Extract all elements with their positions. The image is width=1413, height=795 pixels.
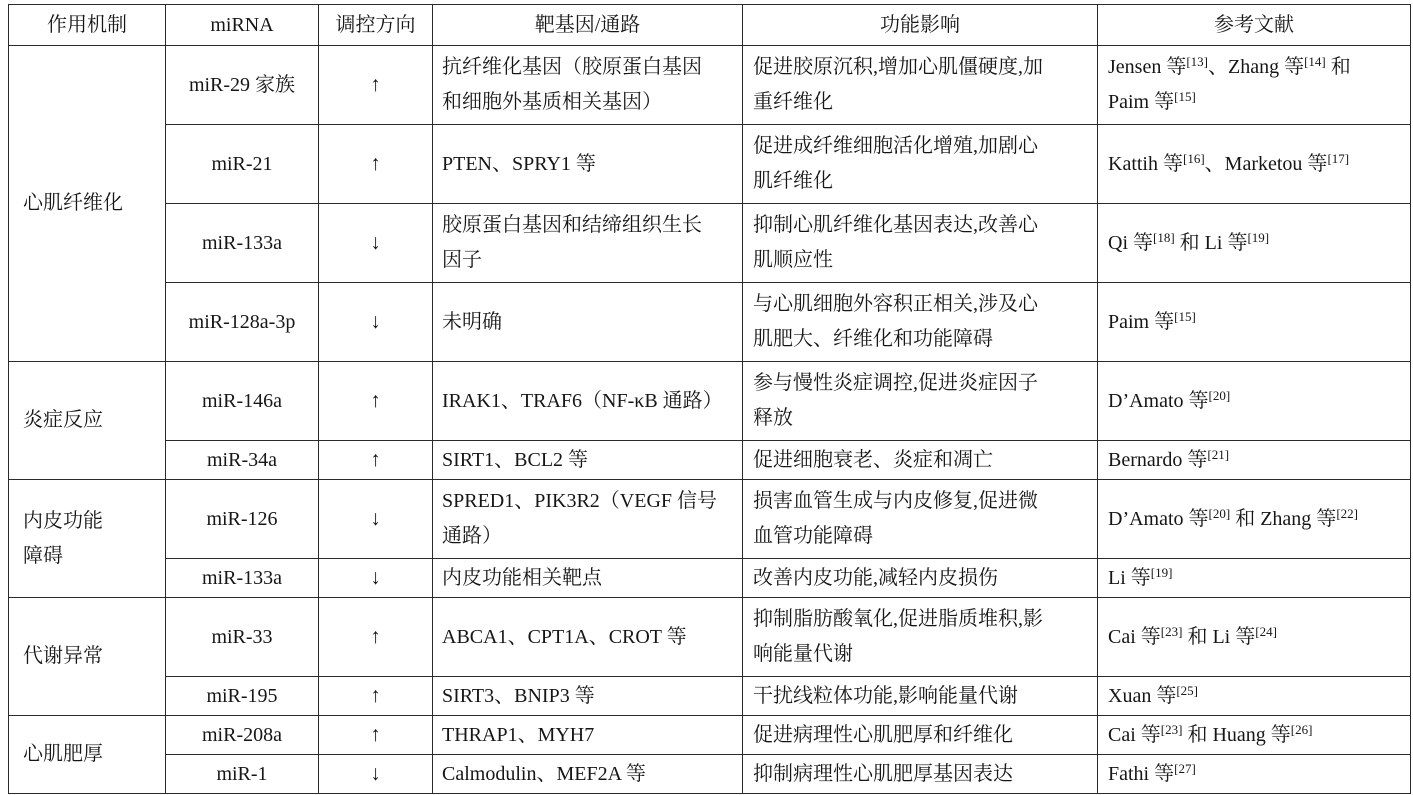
up-arrow-icon: ↑ — [370, 72, 381, 96]
mirna-cell: miR-208a — [166, 716, 319, 755]
effect-text-line: 损害血管生成与内皮修复,促进微 — [753, 490, 1038, 512]
references-cell — [1098, 125, 1411, 204]
citation-number: [15] — [1174, 89, 1196, 104]
down-arrow-icon: ↓ — [370, 506, 381, 530]
direction-cell — [319, 559, 433, 598]
table-row — [9, 362, 1411, 441]
reference-line — [1108, 561, 1407, 596]
effect-text-line: 促进细胞衰老、炎症和凋亡 — [753, 448, 993, 471]
effect-text-line: 促进胶原沉积,增加心肌僵硬度,加 — [753, 56, 1043, 78]
citation-text: 、Zhang 等 — [1208, 56, 1305, 78]
citation-number: [22] — [1336, 505, 1358, 521]
reference-line — [1108, 620, 1407, 655]
target-text-line: 通路） — [442, 525, 502, 547]
citation-number: [19] — [1150, 564, 1173, 580]
target-cell — [433, 716, 743, 755]
effect-cell — [743, 362, 1098, 441]
up-arrow-icon: ↑ — [370, 151, 381, 175]
effect-text-line: 肌肥大、纤维化和功能障碍 — [753, 328, 993, 350]
down-arrow-icon: ↓ — [370, 761, 381, 785]
down-arrow-icon: ↓ — [370, 565, 381, 589]
mirna-cell: miR-29 家族 — [166, 46, 319, 125]
citation-number: [27] — [1174, 760, 1196, 776]
effect-text-line: 干扰线粒体功能,影响能量代谢 — [753, 684, 1018, 707]
mirna-mechanism-table — [8, 4, 1411, 794]
mirna-cell: miR-126 — [166, 480, 319, 559]
citation-text: Qi 等 — [1108, 231, 1153, 254]
table-row — [9, 755, 1411, 794]
mirna-cell: miR-133a — [166, 204, 319, 283]
citation-number: [25] — [1176, 682, 1198, 698]
effect-cell — [743, 677, 1098, 716]
target-text-line: THRAP1、MYH7 — [442, 723, 595, 746]
references-cell — [1098, 204, 1411, 283]
effect-text-line: 与心肌细胞外容积正相关,涉及心 — [753, 293, 1038, 315]
mirna-cell: miR-21 — [166, 125, 319, 204]
target-text-line: 和细胞外基质相关基因） — [442, 91, 662, 113]
mirna-cell: miR-146a — [166, 362, 319, 441]
citation-text: 和 — [1325, 56, 1351, 78]
direction-cell — [319, 441, 433, 480]
up-arrow-icon: ↑ — [370, 388, 381, 412]
direction-cell — [319, 362, 433, 441]
target-cell — [433, 480, 743, 559]
citation-text: Paim 等 — [1108, 91, 1175, 113]
mechanism-label: 内皮功能 — [23, 509, 103, 532]
up-arrow-icon: ↑ — [370, 722, 381, 746]
citation-number: [14] — [1304, 54, 1326, 69]
citation-number: [19] — [1247, 229, 1270, 245]
target-cell — [433, 125, 743, 204]
effect-cell — [743, 283, 1098, 362]
direction-cell — [319, 125, 433, 204]
target-text-line: SIRT1、BCL2 等 — [442, 448, 589, 471]
citation-number: [21] — [1207, 446, 1230, 462]
citation-text: 、Marketou 等 — [1204, 152, 1328, 175]
effect-text-line: 参与慢性炎症调控,促进炎症因子 — [753, 372, 1038, 394]
target-cell — [433, 441, 743, 480]
effect-cell — [743, 598, 1098, 677]
target-cell — [433, 46, 743, 125]
citation-text: Cai 等 — [1108, 723, 1161, 746]
table-row — [9, 125, 1411, 204]
reference-line — [1108, 718, 1407, 753]
reference-line — [1108, 502, 1407, 537]
effect-cell — [743, 46, 1098, 125]
references-cell — [1098, 362, 1411, 441]
citation-number: [26] — [1290, 721, 1313, 737]
citation-text: 和 Huang 等 — [1182, 723, 1291, 746]
mirna-cell: miR-34a — [166, 441, 319, 480]
header-references: 参考文献 — [1098, 5, 1411, 46]
target-text-line: PTEN、SPRY1 等 — [442, 152, 596, 175]
references-cell — [1098, 716, 1411, 755]
header-effect: 功能影响 — [743, 5, 1098, 46]
target-text-line: 抗纤维化基因（胶原蛋白基因 — [442, 56, 702, 78]
target-text-line: 未明确 — [442, 310, 502, 333]
citation-text: Li 等 — [1108, 566, 1151, 589]
citation-text: 和 Li 等 — [1182, 625, 1256, 648]
mechanism-cell — [9, 598, 166, 716]
down-arrow-icon: ↓ — [370, 230, 381, 254]
target-text-line: 因子 — [442, 249, 482, 271]
mirna-cell: miR-195 — [166, 677, 319, 716]
mechanism-label: 心肌纤维化 — [23, 192, 123, 214]
target-text-line: 内皮功能相关靶点 — [442, 566, 602, 589]
target-text-line: SPRED1、PIK3R2（VEGF 信号 — [442, 490, 718, 512]
references-cell — [1098, 559, 1411, 598]
reference-line — [1108, 50, 1407, 85]
up-arrow-icon: ↑ — [370, 624, 381, 648]
table-row — [9, 480, 1411, 559]
effect-cell — [743, 204, 1098, 283]
effect-text-line: 改善内皮功能,减轻内皮损伤 — [753, 566, 998, 589]
citation-text: D’Amato 等 — [1108, 389, 1209, 412]
effect-text-line: 抑制病理性心肌肥厚基因表达 — [753, 762, 1013, 785]
target-text-line: SIRT3、BNIP3 等 — [442, 684, 595, 707]
reference-line — [1108, 384, 1407, 419]
effect-text-line: 抑制心肌纤维化基因表达,改善心 — [753, 214, 1038, 236]
citation-number: [17] — [1327, 150, 1350, 166]
target-cell — [433, 755, 743, 794]
reference-line — [1108, 147, 1407, 182]
mechanism-cell — [9, 46, 166, 362]
table-row — [9, 716, 1411, 755]
header-mechanism: 作用机制 — [9, 5, 166, 46]
citation-text: Cai 等 — [1108, 625, 1161, 648]
effect-cell — [743, 755, 1098, 794]
citation-text: Jensen 等 — [1108, 56, 1187, 78]
citation-number: [23] — [1160, 623, 1183, 639]
citation-text: 和 Li 等 — [1174, 231, 1248, 254]
citation-number: [16] — [1183, 150, 1205, 166]
citation-text: Fathi 等 — [1108, 762, 1175, 785]
header-target: 靶基因/通路 — [433, 5, 743, 46]
up-arrow-icon: ↑ — [370, 447, 381, 471]
citation-text: Kattih 等 — [1108, 152, 1183, 175]
table-row — [9, 598, 1411, 677]
effect-text-line: 响能量代谢 — [753, 643, 853, 665]
citation-number: [20] — [1208, 505, 1231, 521]
references-cell — [1098, 755, 1411, 794]
target-text-line: IRAK1、TRAF6（NF-κB 通路） — [442, 389, 723, 412]
effect-text-line: 肌纤维化 — [753, 170, 833, 192]
down-arrow-icon: ↓ — [370, 309, 381, 333]
citation-number: [15] — [1174, 308, 1196, 324]
mirna-cell: miR-128a-3p — [166, 283, 319, 362]
mechanism-label: 障碍 — [23, 544, 63, 567]
citation-text: 和 Zhang 等 — [1230, 507, 1337, 530]
table-row — [9, 441, 1411, 480]
effect-text-line: 抑制脂肪酸氧化,促进脂质堆积,影 — [753, 608, 1043, 630]
mechanism-label: 心肌肥厚 — [23, 743, 103, 765]
citation-text: Bernardo 等 — [1108, 448, 1208, 471]
effect-cell — [743, 716, 1098, 755]
citation-number: [18] — [1153, 229, 1175, 245]
target-text-line: ABCA1、CPT1A、CROT 等 — [442, 625, 687, 648]
effect-cell — [743, 480, 1098, 559]
references-cell — [1098, 441, 1411, 480]
reference-line — [1108, 85, 1407, 120]
references-cell — [1098, 283, 1411, 362]
direction-cell — [319, 46, 433, 125]
table-row — [9, 204, 1411, 283]
target-cell — [433, 598, 743, 677]
citation-number: [20] — [1208, 387, 1231, 403]
target-cell — [433, 204, 743, 283]
effect-cell — [743, 559, 1098, 598]
reference-line — [1108, 443, 1407, 478]
effect-text-line: 促进成纤维细胞活化增殖,加剧心 — [753, 135, 1038, 157]
table-row — [9, 559, 1411, 598]
effect-text-line: 重纤维化 — [753, 91, 833, 113]
target-text-line: Calmodulin、MEF2A 等 — [442, 762, 646, 785]
mechanism-cell — [9, 480, 166, 598]
references-cell — [1098, 46, 1411, 125]
target-cell — [433, 559, 743, 598]
effect-text-line: 促进病理性心肌肥厚和纤维化 — [753, 723, 1013, 746]
mechanism-cell — [9, 362, 166, 480]
target-cell — [433, 283, 743, 362]
table-header — [9, 5, 1411, 46]
mirna-cell: miR-133a — [166, 559, 319, 598]
effect-text-line: 释放 — [753, 407, 793, 429]
citation-text: Xuan 等 — [1108, 684, 1177, 707]
references-cell — [1098, 598, 1411, 677]
references-cell — [1098, 677, 1411, 716]
citation-number: [13] — [1186, 54, 1208, 69]
effect-cell — [743, 441, 1098, 480]
target-text-line: 胶原蛋白基因和结缔组织生长 — [442, 214, 702, 236]
table-row — [9, 677, 1411, 716]
citation-number: [24] — [1255, 623, 1277, 639]
direction-cell — [319, 480, 433, 559]
table-row — [9, 46, 1411, 125]
effect-text-line: 肌顺应性 — [753, 249, 833, 271]
table-body — [9, 46, 1411, 794]
mechanism-label: 代谢异常 — [23, 645, 103, 667]
direction-cell — [319, 283, 433, 362]
mechanism-cell — [9, 716, 166, 794]
target-cell — [433, 677, 743, 716]
header-mirna: miRNA — [166, 5, 319, 46]
references-cell — [1098, 480, 1411, 559]
effect-text-line: 血管功能障碍 — [753, 525, 873, 547]
direction-cell — [319, 716, 433, 755]
mechanism-label: 炎症反应 — [23, 409, 103, 431]
direction-cell — [319, 204, 433, 283]
reference-line — [1108, 305, 1407, 340]
target-cell — [433, 362, 743, 441]
effect-cell — [743, 125, 1098, 204]
table-row — [9, 283, 1411, 362]
citation-text: Paim 等 — [1108, 310, 1175, 333]
mirna-cell: miR-1 — [166, 755, 319, 794]
mirna-cell: miR-33 — [166, 598, 319, 677]
reference-line — [1108, 679, 1407, 714]
reference-line — [1108, 226, 1407, 261]
header-direction: 调控方向 — [319, 5, 433, 46]
direction-cell — [319, 677, 433, 716]
citation-number: [23] — [1160, 721, 1183, 737]
citation-text: D’Amato 等 — [1108, 507, 1209, 530]
up-arrow-icon: ↑ — [370, 683, 381, 707]
direction-cell — [319, 755, 433, 794]
reference-line — [1108, 757, 1407, 792]
header-row — [9, 5, 1411, 46]
direction-cell — [319, 598, 433, 677]
